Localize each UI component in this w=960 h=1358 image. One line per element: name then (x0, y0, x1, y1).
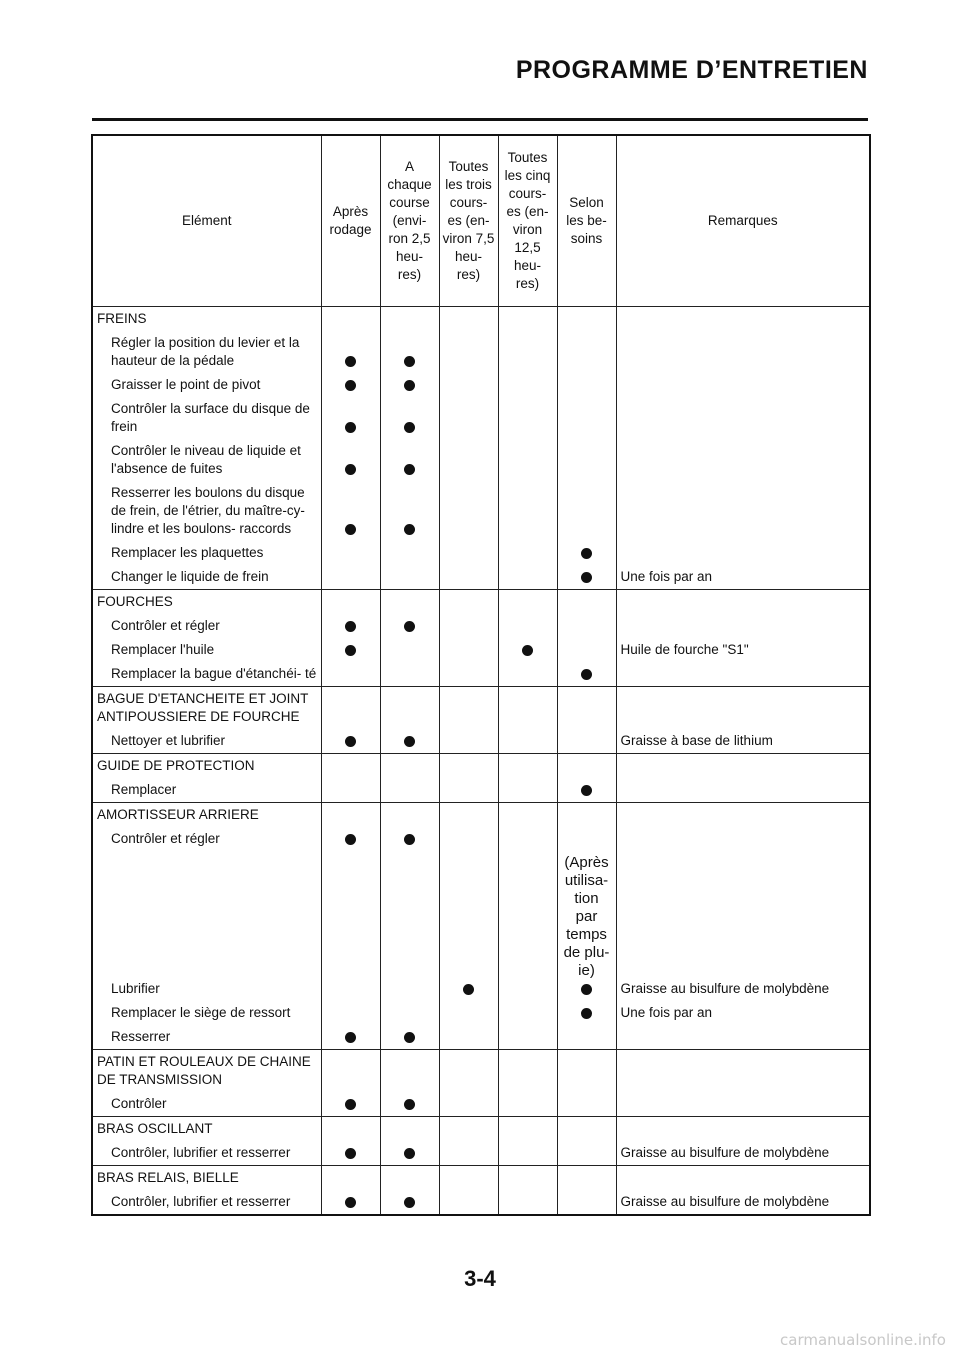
empty-cell (557, 590, 616, 615)
interval-cell (557, 481, 616, 541)
bullet-mark-icon (345, 834, 356, 845)
bullet-mark-icon (581, 572, 592, 583)
interval-cell (380, 1001, 439, 1025)
remark-cell (616, 1025, 870, 1050)
interval-cell (439, 481, 498, 541)
empty-cell (321, 1117, 380, 1142)
interval-cell (321, 1190, 380, 1215)
empty-cell (498, 803, 557, 828)
empty-cell (321, 754, 380, 779)
interval-cell (321, 729, 380, 754)
interval-cell (321, 439, 380, 481)
bullet-mark-icon (345, 464, 356, 475)
group-title: FREINS (92, 307, 321, 332)
interval-cell (439, 614, 498, 638)
interval-cell (380, 1025, 439, 1050)
interval-cell (321, 565, 380, 590)
empty-cell (380, 803, 439, 828)
empty-cell (439, 687, 498, 730)
interval-cell (321, 397, 380, 439)
interval-cell (321, 851, 380, 1001)
col-header-every-five-races: Toutes les cinq cours- es (en- viron 12,5 heu- res) (498, 135, 557, 307)
empty-cell (616, 687, 870, 730)
interval-cell (498, 541, 557, 565)
table-row (92, 439, 870, 481)
bullet-mark-icon (404, 621, 415, 632)
interval-cell (557, 662, 616, 687)
table-row (92, 541, 870, 565)
group-title: PATIN ET ROULEAUX DE CHAINE DE TRANSMISSION (92, 1050, 321, 1093)
interval-cell (557, 614, 616, 638)
interval-cell (498, 397, 557, 439)
interval-cell (321, 638, 380, 662)
table-row (92, 662, 870, 687)
interval-cell (439, 1092, 498, 1117)
empty-cell (616, 1117, 870, 1142)
bullet-mark-icon (345, 1099, 356, 1110)
page-number: 3-4 (464, 1266, 496, 1291)
col-header-element: Elément (92, 135, 321, 307)
group-header-row (92, 1050, 870, 1093)
empty-cell (321, 687, 380, 730)
group-header-row (92, 687, 870, 730)
empty-cell (557, 687, 616, 730)
bullet-mark-icon (404, 834, 415, 845)
remark-cell: Graisse au bisulfure de molybdène (616, 1141, 870, 1166)
interval-cell (498, 614, 557, 638)
remark-cell: Graisse au bisulfure de molybdène (616, 851, 870, 1001)
interval-cell (321, 1092, 380, 1117)
bullet-mark-icon (581, 669, 592, 680)
interval-cell (498, 1025, 557, 1050)
bullet-mark-icon (404, 1032, 415, 1043)
interval-cell (321, 614, 380, 638)
remark-cell (616, 827, 870, 851)
interval-cell (439, 778, 498, 803)
empty-cell (439, 803, 498, 828)
bullet-mark-icon (345, 524, 356, 535)
interval-cell (498, 1001, 557, 1025)
interval-cell (498, 778, 557, 803)
bullet-mark-icon (581, 548, 592, 559)
interval-cell (557, 729, 616, 754)
interval-cell (557, 827, 616, 851)
interval-cell (380, 541, 439, 565)
remark-cell (616, 373, 870, 397)
interval-cell (380, 638, 439, 662)
remark-cell: Graisse au bisulfure de molybdène (616, 1190, 870, 1215)
empty-cell (380, 307, 439, 332)
maintenance-schedule-table (91, 134, 871, 1216)
table-row (92, 481, 870, 541)
interval-cell (557, 1092, 616, 1117)
interval-cell (321, 1025, 380, 1050)
group-header-row (92, 590, 870, 615)
interval-cell (321, 373, 380, 397)
bullet-mark-icon (404, 1197, 415, 1208)
watermark: carmanualsonline.info (780, 1331, 946, 1349)
interval-cell (557, 1025, 616, 1050)
empty-cell (380, 1166, 439, 1191)
table-row (92, 851, 870, 1001)
interval-cell (557, 439, 616, 481)
interval-cell (321, 1001, 380, 1025)
empty-cell (321, 590, 380, 615)
interval-cell (557, 373, 616, 397)
bullet-mark-icon (522, 645, 533, 656)
empty-cell (321, 803, 380, 828)
interval-cell (557, 851, 616, 1001)
empty-cell (439, 1050, 498, 1093)
empty-cell (439, 590, 498, 615)
table-row (92, 778, 870, 803)
item-label: Remplacer les plaquettes (92, 541, 321, 565)
interval-cell (321, 541, 380, 565)
group-title: FOURCHES (92, 590, 321, 615)
interval-cell (557, 397, 616, 439)
bullet-mark-icon (581, 785, 592, 796)
interval-cell (321, 331, 380, 373)
group-header-row (92, 1117, 870, 1142)
interval-cell (439, 439, 498, 481)
interval-cell (439, 1141, 498, 1166)
item-label: Remplacer l'huile (92, 638, 321, 662)
bullet-mark-icon (404, 464, 415, 475)
interval-cell (439, 1190, 498, 1215)
remark-cell: Huile de fourche "S1" (616, 638, 870, 662)
interval-cell (557, 541, 616, 565)
item-label: Contrôler le niveau de liquide et l'absence de fuites (92, 439, 321, 481)
group-title: BRAS RELAIS, BIELLE (92, 1166, 321, 1191)
empty-cell (321, 307, 380, 332)
interval-cell (321, 481, 380, 541)
empty-cell (321, 1166, 380, 1191)
interval-cell (557, 331, 616, 373)
empty-cell (616, 754, 870, 779)
table-row (92, 1001, 870, 1025)
empty-cell (380, 754, 439, 779)
page-title: PROGRAMME D’ENTRETIEN (515, 56, 868, 84)
interval-cell (439, 397, 498, 439)
table-row (92, 565, 870, 590)
table-row (92, 729, 870, 754)
interval-cell (557, 565, 616, 590)
empty-cell (616, 1166, 870, 1191)
interval-cell (498, 1092, 557, 1117)
table-row (92, 397, 870, 439)
remark-cell: Une fois par an (616, 565, 870, 590)
bullet-mark-icon (581, 1008, 592, 1019)
interval-cell (380, 614, 439, 638)
remark-cell: Graisse à base de lithium (616, 729, 870, 754)
empty-cell (439, 1166, 498, 1191)
bullet-mark-icon (345, 1032, 356, 1043)
remark-cell (616, 614, 870, 638)
table-row (92, 827, 870, 851)
interval-cell (557, 1190, 616, 1215)
interval-cell (498, 481, 557, 541)
empty-cell (616, 307, 870, 332)
bullet-mark-icon (345, 1197, 356, 1208)
bullet-mark-icon (404, 1099, 415, 1110)
interval-cell (380, 1141, 439, 1166)
remark-cell (616, 397, 870, 439)
empty-cell (557, 803, 616, 828)
interval-cell (380, 662, 439, 687)
remark-cell (616, 439, 870, 481)
empty-cell (439, 1117, 498, 1142)
empty-cell (557, 1050, 616, 1093)
empty-cell (498, 307, 557, 332)
item-label: Graisser le point de pivot (92, 373, 321, 397)
interval-cell (498, 851, 557, 1001)
table-header-row (92, 135, 870, 307)
empty-cell (498, 687, 557, 730)
empty-cell (380, 687, 439, 730)
empty-cell (616, 803, 870, 828)
interval-cell (321, 1141, 380, 1166)
table-row (92, 373, 870, 397)
empty-cell (498, 754, 557, 779)
interval-cell (380, 481, 439, 541)
interval-cell (498, 373, 557, 397)
bullet-mark-icon (404, 736, 415, 747)
interval-cell (439, 373, 498, 397)
item-label: Resserrer (92, 1025, 321, 1050)
empty-cell (557, 1166, 616, 1191)
bullet-mark-icon (345, 736, 356, 747)
item-label: Lubrifier (92, 851, 321, 1001)
interval-cell (380, 1092, 439, 1117)
interval-cell (439, 729, 498, 754)
empty-cell (557, 754, 616, 779)
col-header-remarks: Remarques (616, 135, 870, 307)
interval-note: (Après utilisa- tion par temps de plu- ie) (563, 854, 610, 979)
bullet-mark-icon (463, 984, 474, 995)
group-title: BAGUE D'ETANCHEITE ET JOINT ANTIPOUSSIERE DE FOURCHE (92, 687, 321, 730)
interval-cell (498, 1141, 557, 1166)
remark-cell (616, 778, 870, 803)
interval-cell (557, 1001, 616, 1025)
interval-cell (498, 827, 557, 851)
table-row (92, 1141, 870, 1166)
interval-cell (380, 1190, 439, 1215)
interval-cell (321, 662, 380, 687)
empty-cell (380, 1117, 439, 1142)
col-header-every-three-races: Toutes les trois cours- es (en- viron 7,5 heu- res) (439, 135, 498, 307)
title-divider (92, 118, 868, 121)
interval-cell (498, 662, 557, 687)
group-header-row (92, 307, 870, 332)
table-row (92, 614, 870, 638)
empty-cell (616, 1050, 870, 1093)
interval-cell (498, 1190, 557, 1215)
empty-cell (498, 1117, 557, 1142)
bullet-mark-icon (345, 621, 356, 632)
interval-cell (380, 439, 439, 481)
item-label: Remplacer la bague d'étanchéi- té (92, 662, 321, 687)
col-header-as-needed: Selon les be- soins (557, 135, 616, 307)
empty-cell (616, 590, 870, 615)
bullet-mark-icon (581, 984, 592, 995)
interval-cell (439, 638, 498, 662)
interval-cell (380, 565, 439, 590)
bullet-mark-icon (345, 1148, 356, 1159)
empty-cell (439, 307, 498, 332)
item-label: Régler la position du levier et la hauteur de la pédale (92, 331, 321, 373)
empty-cell (380, 590, 439, 615)
item-label: Remplacer (92, 778, 321, 803)
empty-cell (498, 1050, 557, 1093)
table-row (92, 1190, 870, 1215)
interval-cell (498, 331, 557, 373)
group-header-row (92, 803, 870, 828)
item-label: Contrôler et régler (92, 827, 321, 851)
table-row (92, 638, 870, 662)
interval-cell (439, 827, 498, 851)
interval-cell (380, 373, 439, 397)
interval-cell (557, 778, 616, 803)
remark-cell (616, 541, 870, 565)
bullet-mark-icon (404, 1148, 415, 1159)
group-header-row (92, 1166, 870, 1191)
remark-cell: Une fois par an (616, 1001, 870, 1025)
interval-cell (498, 439, 557, 481)
remark-cell (616, 331, 870, 373)
item-label: Changer le liquide de frein (92, 565, 321, 590)
interval-cell (380, 397, 439, 439)
col-header-every-race: A chaque course (envi- ron 2,5 heu- res) (380, 135, 439, 307)
group-title: AMORTISSEUR ARRIERE (92, 803, 321, 828)
empty-cell (498, 1166, 557, 1191)
interval-cell (498, 729, 557, 754)
empty-cell (557, 1117, 616, 1142)
interval-cell (439, 541, 498, 565)
table-row (92, 1092, 870, 1117)
bullet-mark-icon (345, 645, 356, 656)
item-label: Contrôler et régler (92, 614, 321, 638)
item-label: Remplacer le siège de ressort (92, 1001, 321, 1025)
bullet-mark-icon (345, 422, 356, 433)
interval-cell (380, 827, 439, 851)
bullet-mark-icon (404, 422, 415, 433)
interval-cell (439, 331, 498, 373)
item-label: Contrôler, lubrifier et resserrer (92, 1190, 321, 1215)
item-label: Contrôler (92, 1092, 321, 1117)
remark-cell (616, 662, 870, 687)
interval-cell (557, 1141, 616, 1166)
bullet-mark-icon (345, 356, 356, 367)
bullet-mark-icon (404, 380, 415, 391)
interval-cell (321, 827, 380, 851)
interval-cell (439, 565, 498, 590)
item-label: Contrôler la surface du disque de frein (92, 397, 321, 439)
interval-cell (498, 638, 557, 662)
bullet-mark-icon (404, 524, 415, 535)
item-label: Nettoyer et lubrifier (92, 729, 321, 754)
remark-cell (616, 481, 870, 541)
interval-cell (439, 851, 498, 1001)
empty-cell (498, 590, 557, 615)
col-header-after-run-in: Après rodage (321, 135, 380, 307)
interval-cell (380, 729, 439, 754)
bullet-mark-icon (404, 356, 415, 367)
remark-cell (616, 1092, 870, 1117)
group-title: BRAS OSCILLANT (92, 1117, 321, 1142)
interval-cell (557, 638, 616, 662)
group-title: GUIDE DE PROTECTION (92, 754, 321, 779)
table-row (92, 331, 870, 373)
empty-cell (321, 1050, 380, 1093)
empty-cell (557, 307, 616, 332)
item-label: Resserrer les boulons du disque de frein, de l'étrier, du maître-cy- lindre et les boulons- raccords (92, 481, 321, 541)
bullet-mark-icon (345, 380, 356, 391)
table-row (92, 1025, 870, 1050)
empty-cell (380, 1050, 439, 1093)
interval-cell (439, 1001, 498, 1025)
interval-cell (380, 851, 439, 1001)
item-label: Contrôler, lubrifier et resserrer (92, 1141, 321, 1166)
interval-cell (498, 565, 557, 590)
interval-cell (439, 662, 498, 687)
interval-cell (439, 1025, 498, 1050)
empty-cell (439, 754, 498, 779)
interval-cell (380, 331, 439, 373)
group-header-row (92, 754, 870, 779)
interval-cell (380, 778, 439, 803)
interval-cell (321, 778, 380, 803)
table-body (92, 307, 870, 1216)
